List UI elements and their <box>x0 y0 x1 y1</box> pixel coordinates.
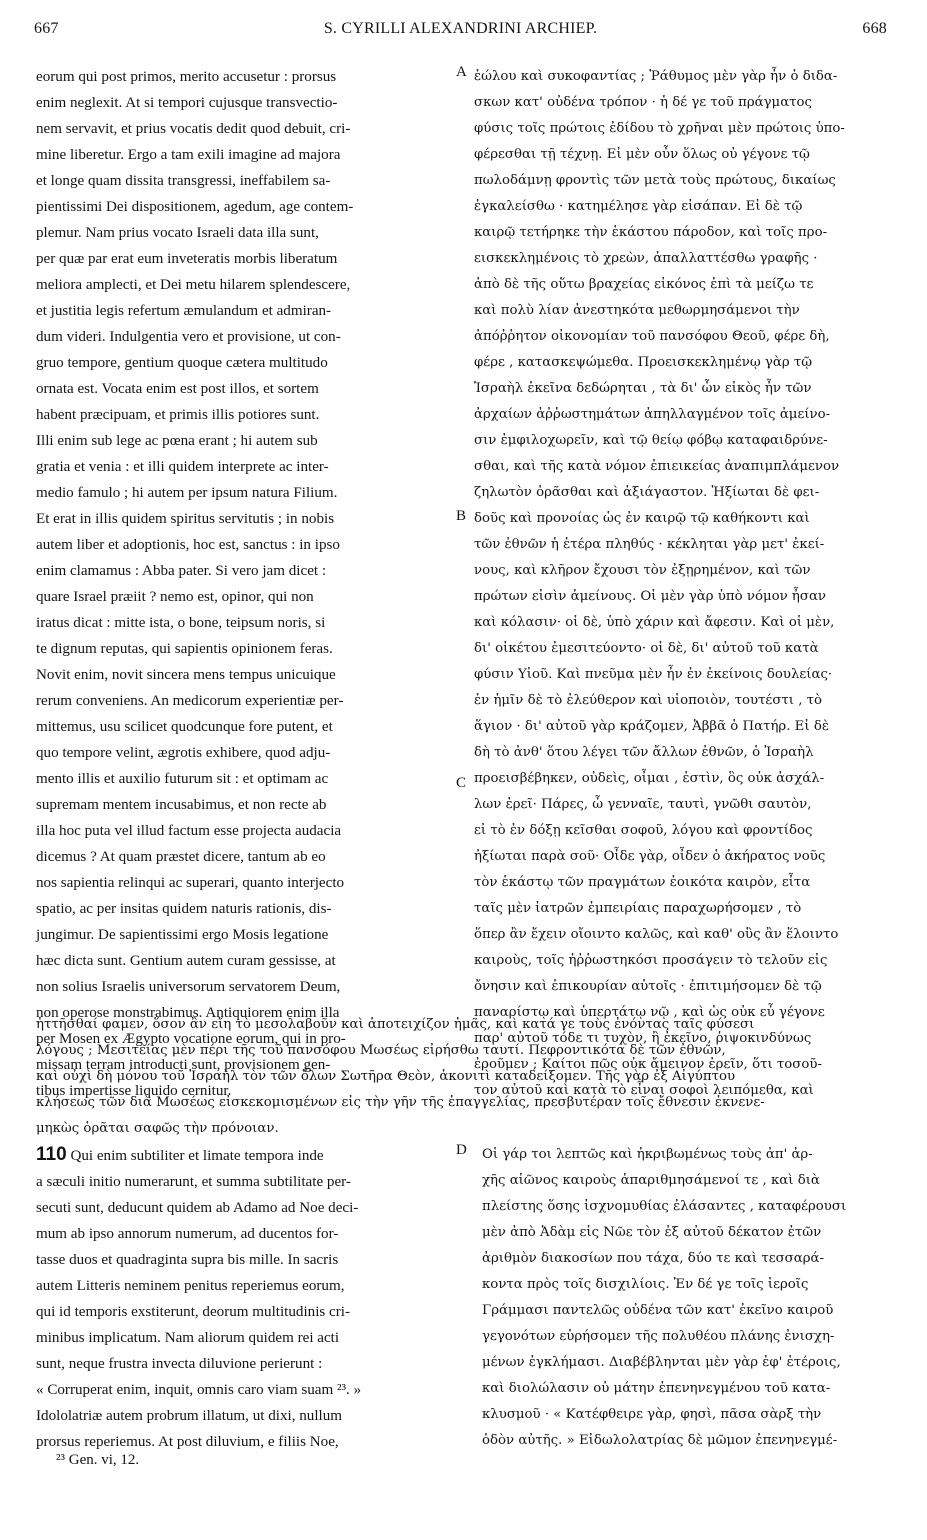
margin-marker-c: C <box>456 775 467 791</box>
section-first-line <box>36 1142 458 1169</box>
text-line: mittemus, usu scilicet quodcunque fore putent, et <box>36 719 333 735</box>
text-line: ἐν ἡμῖν δὲ τὸ ἐλεύθερον καὶ υἱοποιὸν, τουτέστι , τὸ <box>474 693 823 708</box>
text-line: γεγονότων εὑρήσομεν τῆς πολυθέου πλάνης ἐνισχη- <box>482 1329 835 1344</box>
text-line: ἀριθμὸν διακοσίων που τάχα, δύο τε καὶ τεσσαρά- <box>482 1251 824 1266</box>
text-line: παναρίστῳ καὶ ὑπερτάτῳ νῷ , καὶ ὡς οὐκ εὖ γέγονε <box>474 1005 825 1020</box>
text-line: nos sapientia relinqui ac superari, quanto interjecto <box>36 875 345 891</box>
text-line: ἀπόῤῥητον οἰκονομίαν τοῦ πανσόφου Θεοῦ, φέρε δὴ, <box>474 329 830 344</box>
text-line: ταῖς μὲν ἰατρῶν ἐμπειρίαις παραχωρήσομεν , τὸ <box>474 901 802 916</box>
text-line: τῶν ἐθνῶν ἡ ἑτέρα πληθύς · κέκληται γὰρ μετ' ἐκεί- <box>474 537 825 552</box>
text-line: ἑώλου καὶ συκοφαντίας ; Ῥάθυμος μὲν γὰρ ἦν ὁ διδα- <box>474 69 838 84</box>
section-first-line-text: Qui enim subtiliter et limate tempora inde <box>70 1148 324 1164</box>
text-line: autem liber et adoptionis, hoc est, sanctus : in ipso <box>36 537 340 553</box>
text-line: mento illis et auxilio futurum sit : et optimam ac <box>36 771 329 787</box>
margin-marker-d: D <box>456 1142 467 1158</box>
text-line: « Corruperat enim, inquit, omnis caro viam suam ²³. » <box>36 1382 362 1398</box>
text-line: dicemus ? At quam præstet dicere, tantum ab eo <box>36 849 326 865</box>
text-line: mum ab ipso annorum numerum, ad ducentos for- <box>36 1226 339 1242</box>
greek-column-bottom <box>482 1142 896 1448</box>
text-line: Γράμμασι παντελῶς οὐδένα τῶν κατ' ἐκεῖνο καιροῦ <box>482 1303 834 1318</box>
text-line: per quæ par erat eum inveteratis morbis liberatum <box>36 251 338 267</box>
text-line: τὸν ἑκάστῳ τῶν πραγμάτων ἐοικότα καιρὸν, εἶτα <box>474 875 811 890</box>
text-line: minibus implicatum. Nam aliorum quidem rei acti <box>36 1330 340 1346</box>
text-line: Illi enim sub lege ac pœna erant ; hi autem sub <box>36 433 318 449</box>
text-line: tibus impertisse liquido cernitur. <box>36 1083 232 1099</box>
footnote: ²³ Gen. vi, 12. <box>56 1452 140 1468</box>
text-line: μὲν ἀπὸ Ἀδὰμ εἰς Νῶε τὸν ἐξ αὐτοῦ δέκατον ἐτῶν <box>482 1225 822 1240</box>
text-line: medio famulo ; hi autem per ipsum natura Filium. <box>36 485 338 501</box>
text-line: iratus dicat : mitte ista, o bone, teipsum noris, si <box>36 615 326 631</box>
text-line: ornata est. Vocata enim est post illos, et sortem <box>36 381 319 397</box>
text-line: πλείστης ὅσης ἰσχνομυθίας ἐλάσαντες , καταφέρουσι <box>482 1199 847 1214</box>
text-line: tasse duos et quadraginta supra bis mille. In sacris <box>36 1252 339 1268</box>
text-line: illa hoc puta vel illud factum esse projecta audacia <box>36 823 342 839</box>
text-line: Et erat in illis quidem spiritus servitutis ; in nobis <box>36 511 335 527</box>
page-number-left: 667 <box>34 20 59 37</box>
text-line: dum videri. Indulgentia vero et provisione, ut con- <box>36 329 341 345</box>
text-line: non operose monstrabimus. Antiquiorem enim illa <box>36 1005 340 1021</box>
text-line: prorsus reperiemus. At post diluvium, e filiis Noe, <box>36 1434 339 1450</box>
text-line: ἐγκαλείσθω · κατημέλησε γὰρ εἰσάπαν. Εἰ δὲ τῷ <box>474 199 803 214</box>
text-line: pientissimi Dei dispositionem, agedum, age contem- <box>36 199 354 215</box>
text-line: ζηλωτὸν ὁρᾶσθαι καὶ ἀξιάγαστον. Ἠξίωται δὲ φει- <box>474 485 820 500</box>
page-header <box>34 20 887 46</box>
greek-column-top <box>474 64 896 1098</box>
text-line: χῆς αἰῶνος καιροὺς ἀπαριθμησάμενοί τε , καὶ διὰ <box>482 1173 820 1188</box>
text-line: habent præcipuam, et primis illis potiores sunt. <box>36 407 320 423</box>
text-line: non solius Israelis universorum servatorem Deum, <box>36 979 341 995</box>
text-line: quare Israel præiit ? nemo est, opinor, qui non <box>36 589 314 605</box>
text-line: καὶ πολὺ λίαν ἀνεστηκότα μεθωρμησάμενοι τὴν <box>474 303 800 318</box>
text-line: rerum conveniens. An medicorum experientiæ per- <box>36 693 344 709</box>
text-line: ἡττῆσθαί φαμεν, ὅσον ἂν εἴη τὸ μεσολαβοῦν καὶ ἀποτειχίζον ἡμᾶς, καὶ κατά γε τοὺς ἐνόντας ταῖς φύσεσι <box>36 1017 755 1032</box>
text-line: παρ' αὐτοῦ τόδε τι τυχὸν, ἢ ἐκεῖνο, ῥιψοκινδύνως <box>474 1031 812 1046</box>
text-line: ἅγιον · δι' αὐτοῦ γὰρ κράζομεν, Ἀββᾶ ὁ Πατήρ. Εἰ δὲ <box>474 719 829 734</box>
text-line: δὴ τὸ ἀνθ' ὅτου λέγει τῶν ἄλλων ἐθνῶν, ὁ Ἰσραὴλ <box>474 745 814 760</box>
text-line: Οἱ γάρ τοι λεπτῶς καὶ ἠκριβωμένως τοὺς ἀπ' ἀρ- <box>482 1147 813 1162</box>
text-line: κλυσμοῦ · « Κατέφθειρε γὰρ, φησὶ, πᾶσα σὰρξ τὴν <box>482 1407 822 1422</box>
text-line: φύσις τοῖς πρώτοις ἐδίδου τὸ χρῆναι μὲν πρώτοις ὑπο- <box>474 121 845 136</box>
text-line: secuti sunt, deducunt quidem ab Adamo ad Noe deci- <box>36 1200 359 1216</box>
text-line: ἐροῦμεν ; Καίτοι πῶς οὐκ ἄμεινον ἐρεῖν, ὅτι τοσοῦ- <box>474 1057 822 1072</box>
text-line: hæc dicta sunt. Gentium autem curam gessisse, at <box>36 953 336 969</box>
text-line: νους, καὶ κλῆρον ἔχουσι τὸν ἐξῃρημένον, καὶ τῶν <box>474 563 811 578</box>
text-line: φέρε , κατασκεψώμεθα. Προεισκεκλημένῳ γὰρ τῷ <box>474 355 813 370</box>
text-line: Ἰσραὴλ ἐκεῖνα δεδώρηται , τὰ δι' ὧν εἰκὸς ἦν τῶν <box>474 381 812 396</box>
text-line: καιροὺς, τοῖς ἠῤῥωστηκόσι προσάγειν τὸ τελοῦν εἰς <box>474 953 828 968</box>
margin-marker-b: B <box>456 508 467 524</box>
text-line: σκων κατ' οὐδένα τρόπον · ἡ δέ γε τοῦ πράγματος <box>474 95 812 110</box>
text-line: εισκεκλημένοις τὸ χρεὼν, ἀπαλλαττέσθω γραφῆς · <box>474 251 818 266</box>
text-line: κλήσεως τῶν διὰ Μωσέως εἰσκεκομισμένων εἰς τὴν γῆν τῆς ἐπαγγελίας, πρεσβυτέραν τοῖς ἔθνεσιν ἐκνενε- <box>36 1095 765 1110</box>
text-line: meliora amplecti, et Dei metu hilarem splendescere, <box>36 277 351 293</box>
text-line: καὶ οὐχὶ δὴ μόνου τοῦ Ἰσραὴλ τὸν τῶν ὅλων Σωτῆρα Θεὸν, ἀκονιτὶ καταδείξομεν. Τῆς γὰρ ἐξ Αἰγύπτου <box>36 1069 736 1084</box>
text-line: πωλοδάμνῃ φροντὶς τῶν μετὰ τοὺς πρώτους, δικαίως <box>474 173 836 188</box>
text-line: gratia et venia : et illi quidem interprete ac inter- <box>36 459 329 475</box>
text-line: φέρεσθαι τῇ τέχνῃ. Εἰ μὲν οὖν ὅλως οὐ γέγονε τῷ <box>474 147 810 162</box>
text-line: gruo tempore, gentium quoque cætera multitudo <box>36 355 328 371</box>
text-line: κοντα πρὸς τοῖς δισχιλίοις. Ἐν δέ γε τοῖς ἱεροῖς <box>482 1277 809 1292</box>
text-line: καὶ διολώλασιν οὐ μάτην ἐπενηνεγμένου τοῦ κατα- <box>482 1381 831 1396</box>
text-line: ἀπὸ δὲ τῆς οὕτω βραχείας εἰκόνος ἐπὶ τὰ μείζω τε <box>474 277 814 292</box>
text-line: τον αὐτοῦ καὶ κατὰ τὸ εἶναι σοφοὶ λειπόμεθα, καὶ <box>474 1083 814 1098</box>
text-line: δι' οἰκέτου ἐμεσιτεύοντο· οἱ δὲ, δι' αὐτοῦ τοῦ κατὰ <box>474 641 819 656</box>
text-line: jungimur. De sapientissimi ergo Mosis legatione <box>36 927 329 943</box>
text-line: per Mosen ex Ægypto vocatione eorum, qui in pro- <box>36 1031 346 1047</box>
text-line: a sæculi initio numerarunt, et summa subtilitate per- <box>36 1174 351 1190</box>
text-line: te dignum reputas, qui sapientis opinionem feras. <box>36 641 333 657</box>
page-number-right: 668 <box>862 20 887 37</box>
text-line: ὁδὸν αὐτῆς. » Εἰδωλολατρίας δὲ μῶμον ἐπενηνεγμέ- <box>482 1433 838 1448</box>
text-line: autem Litteris neminem penitus reperiemus eorum, <box>36 1278 345 1294</box>
text-line: sunt, neque frustra invecta diluvione perierunt : <box>36 1356 323 1372</box>
text-line: φύσιν Υἱοῦ. Καὶ πνεῦμα μὲν ἦν ἐν ἐκείνοις δουλείας· <box>474 667 833 682</box>
text-line: μηκὼς ὁρᾶται σαφῶς τὴν πρόνοιαν. <box>36 1121 279 1136</box>
text-line: σθαι, καὶ τῆς κατὰ νόμον ἐπιεικείας ἀναπιμπλάμενον <box>474 459 840 474</box>
text-line: ἠξίωται παρὰ σοῦ· Οἶδε γὰρ, οἶδεν ὁ ἀκήρατος νοῦς <box>474 849 826 864</box>
margin-marker-a: A <box>456 64 467 80</box>
section-number: 110 <box>36 1144 67 1165</box>
text-line: λόγους ; Μεσιτείας μὲν πέρι τῆς τοῦ πανσόφου Μωσέως εἰρήσθω ταυτί. Πεφροντικότα δὲ τῶν ἐθνῶν, <box>36 1043 726 1058</box>
text-line: λων ἐρεῖ· Πάρες, ὦ γενναῖε, ταυτὶ, γνῶθι σαυτὸν, <box>474 797 812 812</box>
text-line: σιν ἐμφιλοχωρεῖν, καὶ τῷ θείῳ φόβῳ καταφαιδρύνε- <box>474 433 828 448</box>
text-line: εἰ τὸ ἐν δόξῃ κεῖσθαι σοφοῦ, λόγου καὶ φροντίδος <box>474 823 813 838</box>
text-line: nem servavit, et prius vocatis dedit quod debuit, cri- <box>36 121 351 137</box>
text-line: quo tempore velint, ægrotis exhibere, quod adju- <box>36 745 331 761</box>
text-line: Idololatriæ autem probrum illatum, ut dixi, nullum <box>36 1408 343 1424</box>
latin-column-bottom <box>36 1142 458 1450</box>
text-line: Novit enim, novit sincera mens tempus unicuique <box>36 667 336 683</box>
greek-full-width-block <box>36 1012 896 1147</box>
text-line: δοῦς καὶ προνοίας ὡς ἐν καιρῷ τῷ καθήκοντι καὶ <box>474 511 810 526</box>
text-line: καιρῷ τετήρηκε τὴν ἑκάστου πάροδον, καὶ τοῖς προ- <box>474 225 828 240</box>
text-line: qui id temporis exstiterunt, deorum multitudinis cri- <box>36 1304 350 1320</box>
text-line: et justitia legis refertum æmulandum et admiran- <box>36 303 332 319</box>
text-line: supremam mentem incusabimus, et non recte ab <box>36 797 327 813</box>
text-line: ὄνησιν καὶ ἐπικουρίαν αὐτοῖς · ἐπιτιμήσομεν δὲ τῷ <box>474 979 822 994</box>
text-line: ἀρχαίων ἀῤῥωστημάτων ἀπηλλαγμένον τοῖς ἀμείνο- <box>474 407 831 422</box>
text-line: missam terram introducti sunt, provisionem gen- <box>36 1057 331 1073</box>
running-title: S. CYRILLI ALEXANDRINI ARCHIEP. <box>323 20 598 37</box>
text-line: eorum qui post primos, merito accusetur : prorsus <box>36 69 337 85</box>
text-line: μένων ἐγκλήμασι. Διαβέβληνται μὲν γὰρ ἐφ' ἑτέροις, <box>482 1355 841 1370</box>
text-line: enim neglexit. At si tempori cujusque transvectio- <box>36 95 338 111</box>
text-line: ὅπερ ἂν ἔχειν οἴοιντο καλῶς, καὶ καθ' οὓς ἂν ἕλοιντο <box>474 927 839 942</box>
text-line: et longe quam dissita transgressi, ineffabilem sa- <box>36 173 331 189</box>
text-line: προεισβέβηκεν, οὐδεὶς, οἶμαι , ἐστὶν, ὃς οὐκ ἀσχάλ- <box>474 771 825 786</box>
text-line: spatio, ac per insitas quidem naturis rationis, dis- <box>36 901 332 917</box>
text-line: plemur. Nam prius vocato Israeli data illa sunt, <box>36 225 319 241</box>
text-line: mine liberetur. Ergo a tam exili imagine ad majora <box>36 147 341 163</box>
text-line: πρώτων εἰσὶν ἀμείνους. Οἱ μὲν γὰρ ὑπὸ νόμον ἦσαν <box>474 589 827 604</box>
text-line: καὶ κόλασιν· οἱ δὲ, ὑπὸ χάριν καὶ ἄφεσιν. Καὶ οἱ μὲν, <box>474 615 835 630</box>
text-line: enim clamamus : Abba pater. Si vero jam dicet : <box>36 563 327 579</box>
